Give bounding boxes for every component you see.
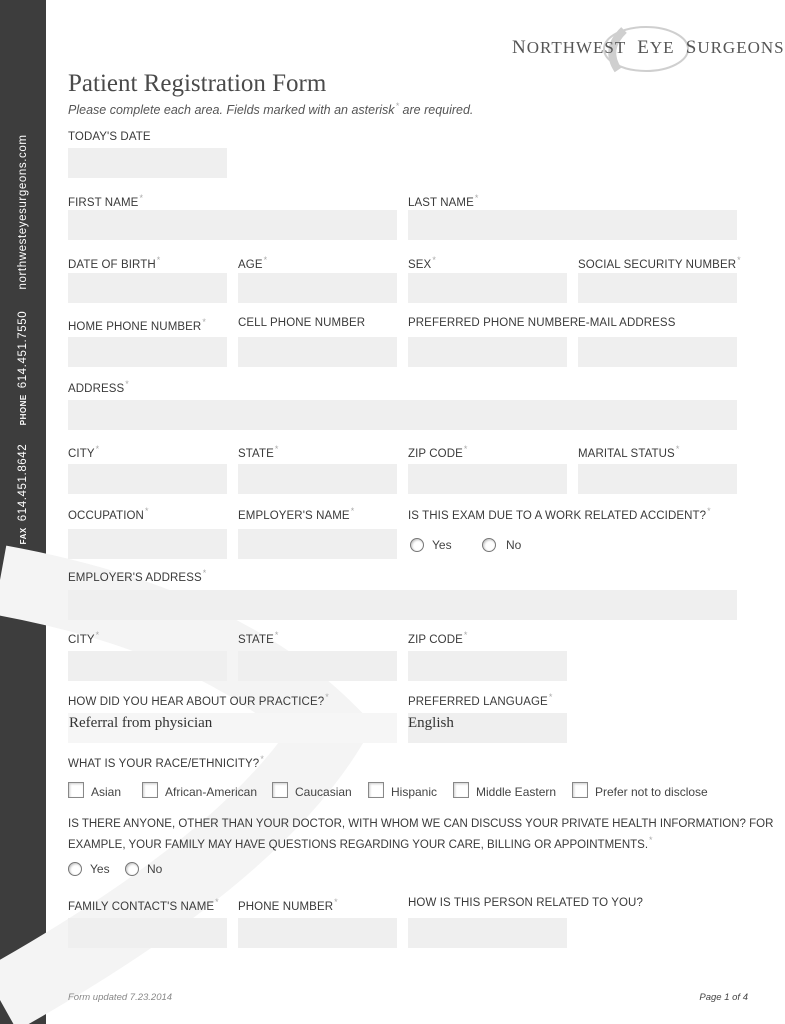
privacy-yes-label: Yes (90, 862, 110, 876)
address-label: ADDRESS* (68, 379, 129, 395)
race-asian-checkbox[interactable] (68, 782, 84, 798)
sex-label: SEX* (408, 255, 436, 271)
race-middle-eastern-checkbox[interactable] (453, 782, 469, 798)
age-field[interactable] (238, 273, 397, 303)
ssn-field[interactable] (578, 273, 737, 303)
privacy-question-line2: EXAMPLE, YOUR FAMILY MAY HAVE QUESTIONS REGARDING YOUR CARE, BILLING OR APPOINTMENTS.* (68, 835, 653, 851)
last-name-field[interactable] (408, 210, 737, 240)
first-name-field[interactable] (68, 210, 397, 240)
privacy-no-radio[interactable] (125, 862, 139, 876)
sidebar-fax (17, 444, 29, 545)
preferred-phone-label: PREFERRED PHONE NUMBER (408, 317, 579, 329)
employer-address-field[interactable] (68, 590, 737, 620)
contact-phone-label: PHONE NUMBER* (238, 897, 338, 913)
form-updated-date: Form updated 7.23.2014 (68, 992, 173, 1003)
address-field[interactable] (68, 400, 737, 430)
privacy-yes-radio[interactable] (68, 862, 82, 876)
race-caucasian-checkbox[interactable] (272, 782, 288, 798)
race-african-american-label: African-American (165, 785, 258, 799)
city-field[interactable] (68, 464, 227, 494)
work-accident-yes-label: Yes (432, 538, 452, 552)
work-accident-no-label: No (506, 538, 522, 552)
dob-field[interactable] (68, 273, 227, 303)
fax-label: FAX (19, 527, 28, 545)
page-number: Page 1 of 4 (699, 992, 748, 1003)
occupation-field[interactable] (68, 529, 227, 559)
hear-about-value: Referral from physician (69, 715, 213, 731)
zip-field[interactable] (408, 464, 567, 494)
privacy-no-label: No (147, 862, 163, 876)
preferred-phone-field[interactable] (408, 337, 567, 367)
race-hispanic-checkbox[interactable] (368, 782, 384, 798)
contact-phone-field[interactable] (238, 918, 397, 948)
todays-date-label: TODAY'S DATE (68, 131, 151, 143)
family-contact-field[interactable] (68, 918, 227, 948)
page-subtitle: Please complete each area. Fields marked with an asterisk* are required. (68, 101, 474, 118)
race-asian-label: Asian (91, 785, 122, 799)
race-hispanic-label: Hispanic (391, 785, 438, 799)
privacy-question-line1: IS THERE ANYONE, OTHER THAN YOUR DOCTOR, WITH WHOM WE CAN DISCUSS YOUR PRIVATE HEALTH INFORMATION? FOR (68, 818, 774, 830)
sidebar-phone (17, 311, 29, 426)
occupation-label: OCCUPATION* (68, 506, 149, 522)
state-label: STATE* (238, 444, 279, 460)
employer-city-field[interactable] (68, 651, 227, 681)
employer-state-label: STATE* (238, 630, 279, 646)
family-contact-label: FAMILY CONTACT'S NAME* (68, 897, 219, 913)
zip-label: ZIP CODE* (408, 444, 468, 460)
relation-field[interactable] (408, 918, 567, 948)
privacy-question (68, 816, 773, 853)
logo (512, 24, 785, 74)
marital-status-label: MARITAL STATUS* (578, 444, 680, 460)
employer-city-label: CITY* (68, 630, 100, 646)
employer-state-field[interactable] (238, 651, 397, 681)
employer-zip-label: ZIP CODE* (408, 630, 468, 646)
work-accident-label: IS THIS EXAM DUE TO A WORK RELATED ACCIDENT?* (408, 506, 711, 522)
sex-field[interactable] (408, 273, 567, 303)
todays-date-field[interactable] (68, 148, 227, 178)
sidebar-website: northwesteyesurgeons.com (17, 134, 29, 290)
state-field[interactable] (238, 464, 397, 494)
email-field[interactable] (578, 337, 737, 367)
preferred-language-value: English (408, 715, 454, 731)
dob-label: DATE OF BIRTH* (68, 255, 161, 271)
relation-label: HOW IS THIS PERSON RELATED TO YOU? (408, 897, 643, 909)
employer-name-label: EMPLOYER'S NAME* (238, 506, 355, 522)
marital-status-field[interactable] (578, 464, 737, 494)
fax-number: 614.451.8642 (17, 443, 29, 522)
phone-number: 614.451.7550 (17, 310, 29, 389)
age-label: AGE* (238, 255, 268, 271)
home-phone-field[interactable] (68, 337, 227, 367)
email-label: E-MAIL ADDRESS (578, 317, 676, 329)
race-prefer-not-checkbox[interactable] (572, 782, 588, 798)
race-label: WHAT IS YOUR RACE/ETHNICITY?* (68, 754, 264, 770)
race-african-american-checkbox[interactable] (142, 782, 158, 798)
preferred-language-label: PREFERRED LANGUAGE* (408, 692, 553, 708)
employer-zip-field[interactable] (408, 651, 567, 681)
home-phone-label: HOME PHONE NUMBER* (68, 317, 206, 333)
hear-about-label: HOW DID YOU HEAR ABOUT OUR PRACTICE?* (68, 692, 329, 708)
city-label: CITY* (68, 444, 100, 460)
page-title: Patient Registration Form (68, 70, 327, 97)
race-middle-eastern-label: Middle Eastern (476, 785, 557, 799)
employer-address-label: EMPLOYER'S ADDRESS* (68, 568, 207, 584)
ssn-label: SOCIAL SECURITY NUMBER* (578, 255, 741, 271)
first-name-label: FIRST NAME* (68, 193, 144, 209)
logo-text: NORTHWEST EYE SURGEONS (512, 37, 785, 58)
work-accident-yes-radio[interactable] (410, 538, 424, 552)
last-name-label: LAST NAME* (408, 193, 479, 209)
race-caucasian-label: Caucasian (295, 785, 352, 799)
work-accident-no-radio[interactable] (482, 538, 496, 552)
cell-phone-label: CELL PHONE NUMBER (238, 317, 366, 329)
race-prefer-not-label: Prefer not to disclose (595, 785, 708, 799)
employer-name-field[interactable] (238, 529, 397, 559)
cell-phone-field[interactable] (238, 337, 397, 367)
phone-label: PHONE (19, 394, 28, 426)
